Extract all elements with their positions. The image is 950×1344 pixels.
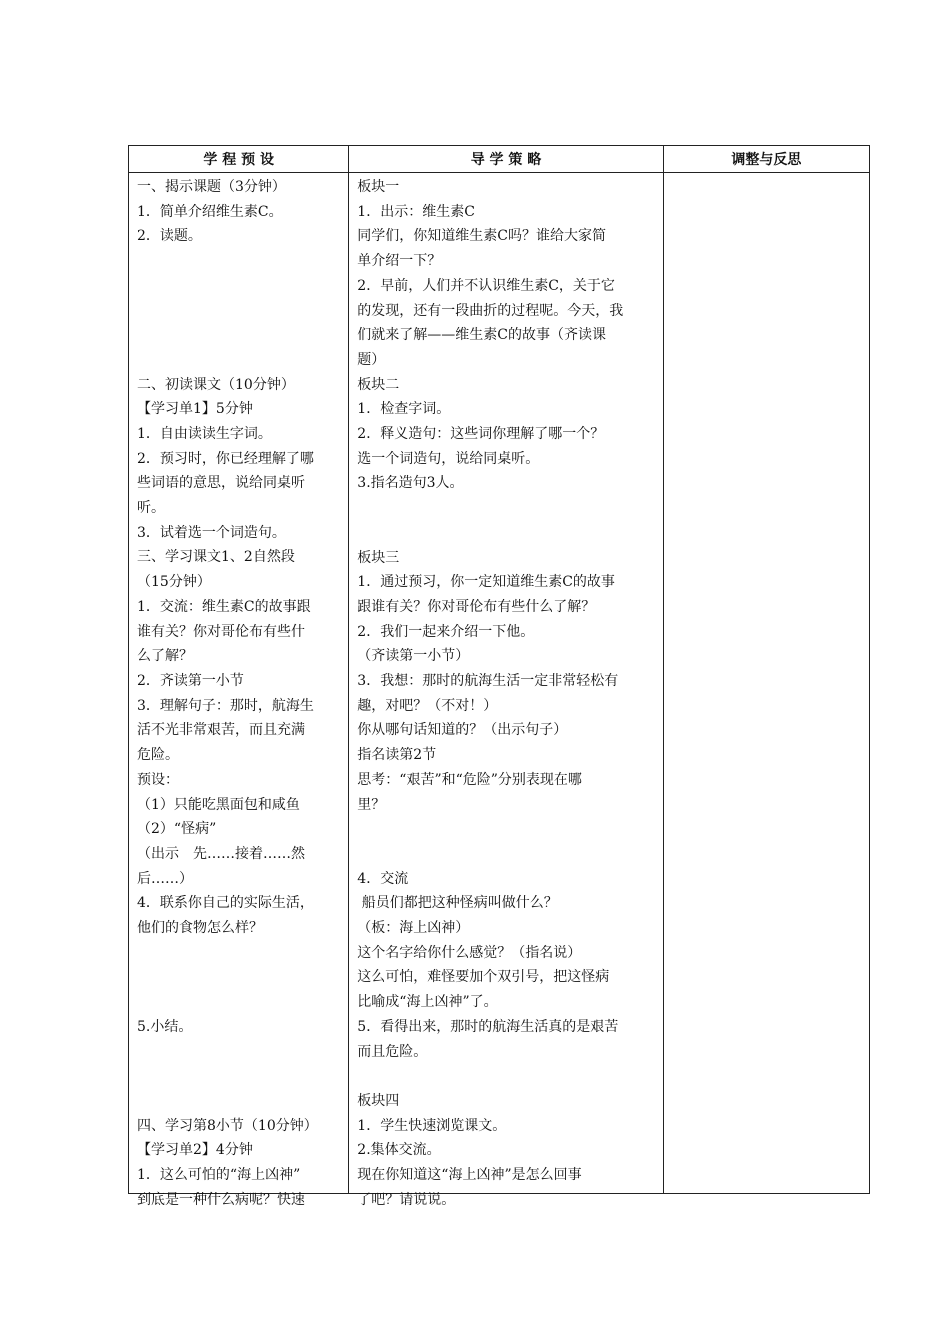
text-line [357, 521, 655, 546]
text-line: 选一个词造句，说给同桌听。 [357, 450, 540, 467]
text-line: （齐读第一小节） [357, 648, 470, 665]
text-line: 单介绍一下？ [357, 253, 442, 270]
text-line: 板块三 [357, 549, 400, 566]
text-line [137, 965, 341, 990]
header-study-preset: 学 程 预 设 [129, 146, 349, 173]
text-line: 听。 [137, 500, 165, 517]
text-line [137, 1089, 341, 1114]
text-line: 预设： [137, 771, 179, 788]
text-line: 而且危险。 [357, 1043, 428, 1060]
text-line [357, 496, 655, 521]
text-line: 里？ [357, 796, 386, 813]
text-line: 【学习单1】5分钟 [137, 401, 253, 418]
text-line: 2．我们一起来介绍一下他。 [357, 623, 535, 640]
text-line: 趣，对吧？（不对！） [357, 697, 498, 714]
text-line: 2．齐读第一小节 [137, 672, 244, 689]
text-line: （出示 先……接着……然 [137, 845, 305, 862]
text-line: 比喻成“海上凶神”了。 [357, 994, 498, 1011]
text-line: 题） [357, 351, 386, 368]
text-line [137, 348, 341, 373]
text-line: 二、初读课文（10分钟） [137, 376, 295, 393]
text-line: 2．预习时，你已经理解了哪 [137, 450, 314, 467]
text-line: 【学习单2】4分钟 [137, 1142, 253, 1159]
text-line: 些词语的意思，说给同桌听 [137, 475, 305, 492]
text-line: 同学们，你知道维生素C吗？谁给大家简 [357, 228, 607, 245]
text-line: 板块二 [357, 376, 400, 393]
text-line: 1．检查字词。 [357, 401, 451, 418]
text-line: 板块四 [357, 1092, 400, 1109]
text-line: 2．读题。 [137, 228, 202, 245]
text-line: 1．交流：维生素C的故事跟 [137, 598, 311, 615]
text-line: 2.集体交流。 [357, 1142, 441, 1159]
text-line: 板块一 [357, 179, 400, 195]
header-guide-strategy: 导 学 策 略 [349, 146, 663, 173]
guide-strategy-cell [349, 173, 663, 1208]
text-line: 4．联系你自己的实际生活， [137, 895, 314, 912]
text-line: 1．这么可怕的“海上凶神” [137, 1166, 301, 1183]
text-line: 的发现，还有一段曲折的过程呢。今天，我 [357, 302, 624, 319]
text-line: 指名读第2节 [357, 747, 437, 764]
text-line [137, 298, 341, 323]
text-line: 1．自由读读生字词。 [137, 425, 272, 442]
header-adjust-reflect: 调整与反思 [663, 146, 869, 173]
text-line [137, 941, 341, 966]
text-line: 这个名字给你什么感觉？（指名说） [357, 944, 582, 961]
text-line: 现在你知道这“海上凶神”是怎么回事 [357, 1167, 582, 1184]
text-line: 们就来了解——维生素C的故事（齐读课 [357, 327, 607, 344]
lesson-plan-table [128, 145, 870, 1208]
study-preset-text [129, 173, 348, 1208]
text-line [357, 1064, 655, 1089]
text-line: （2）“怪病” [137, 821, 217, 838]
text-line [137, 249, 341, 274]
text-line: 跟谁有关？你对哥伦布有些什么了解？ [357, 598, 596, 615]
text-line: 后……） [137, 870, 193, 887]
text-line: 1．出示：维生素C [357, 203, 475, 220]
text-line [137, 990, 341, 1015]
text-line: 1．通过预习，你一定知道维生素C的故事 [357, 574, 615, 591]
text-line: 4．交流 [357, 870, 409, 887]
text-line: 2．早前，人们并不认识维生素C，关于它 [357, 277, 615, 294]
text-line: 3．理解句子：那时，航海生 [137, 697, 314, 714]
text-line: 三、学习课文1、2自然段 [137, 549, 295, 566]
text-line: 他们的食物怎么样？ [137, 920, 263, 937]
text-line: 一、揭示课题（3分钟） [137, 179, 286, 195]
text-line: 思考：“艰苦”和“危险”分别表现在哪 [357, 771, 582, 788]
text-line: 3.指名造句3人。 [357, 475, 464, 492]
text-line: 2．释义造句：这些词你理解了哪一个？ [357, 426, 605, 443]
text-line: 这么可怕，难怪要加个双引号，把这怪病 [357, 969, 610, 986]
text-line: 3．试着选一个词造句。 [137, 524, 286, 541]
text-line: （板：海上凶神） [357, 920, 470, 937]
text-line: （15分钟） [137, 574, 211, 591]
text-line: 了吧？请说说。 [357, 1191, 456, 1208]
adjust-reflect-cell [663, 173, 869, 1194]
text-line [357, 817, 655, 842]
study-preset-cell [129, 173, 349, 1208]
text-line: 3．我想：那时的航海生活一定非常轻松有 [357, 673, 619, 690]
text-line [137, 1039, 341, 1064]
text-line: 谁有关？你对哥伦布有些什 [137, 623, 305, 640]
text-line [137, 323, 341, 348]
header-row [129, 146, 870, 173]
text-line: 1．简单介绍维生素C。 [137, 203, 283, 220]
text-line [357, 842, 655, 867]
guide-strategy-text [349, 173, 662, 1208]
text-line [137, 274, 341, 299]
text-line: 四、学习第8小节（10分钟） [137, 1117, 318, 1134]
text-line: （1）只能吃黑面包和咸鱼 [137, 796, 300, 813]
adjust-reflect-text [664, 173, 869, 1193]
text-line: 5．看得出来，那时的航海生活真的是艰苦 [357, 1018, 619, 1035]
text-line: 活不光非常艰苦，而且充满 [137, 722, 305, 739]
text-line: 你从哪句话知道的？（出示句子） [357, 722, 568, 739]
text-line: 船员们都把这种怪病叫做什么？ [357, 895, 558, 912]
text-line: 1．学生快速浏览课文。 [357, 1117, 507, 1134]
content-row [129, 173, 870, 1194]
text-line: 到底是一种什么病呢？快速 [137, 1191, 305, 1208]
text-line: 危险。 [137, 747, 179, 764]
text-line: 5.小结。 [137, 1018, 193, 1035]
text-line: 么了解？ [137, 648, 193, 665]
text-line [137, 1064, 341, 1089]
